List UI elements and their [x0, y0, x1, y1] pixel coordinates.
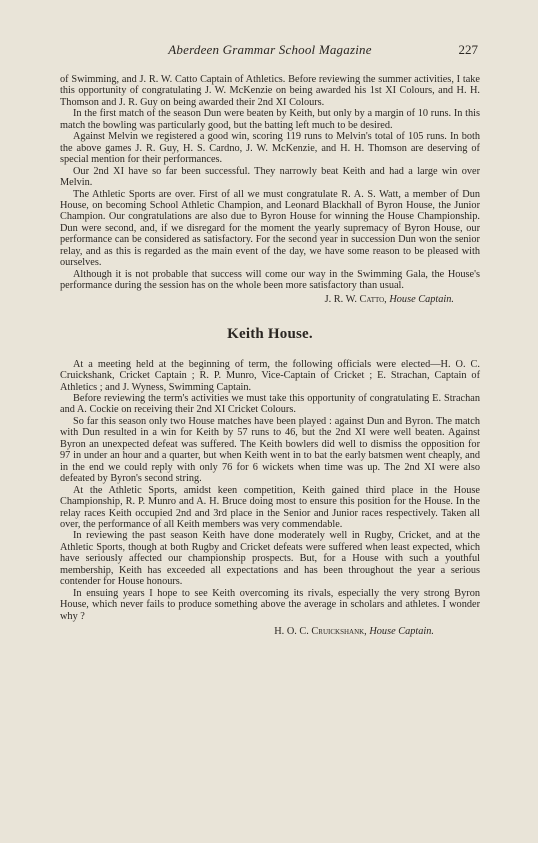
paragraph: At the Athletic Sports, amidst keen competition, Keith gained third place in the House Championship, R. P. Munro and A. H. Bruce doing most to ensure this position for the House. In the relay races Keith occupied 2nd and 3rd place in the Senior and Junior races respectively. Taken all over, the performance of all Keith members was very commendable. — [60, 484, 480, 530]
paragraph: Against Melvin we registered a good win, scoring 119 runs to Melvin's total of 105 runs. In both the above games J. R. Guy, H. S. Cardno, J. W. McKenzie, and H. H. Thomson are deserving of special mention for their performances. — [60, 131, 480, 166]
keith-signature — [60, 626, 480, 638]
signature-role: House Captain. — [389, 293, 454, 305]
paragraph: In the first match of the season Dun were beaten by Keith, but only by a margin of 10 runs. In this match the bowling was particularly good, but the batting left much to be desired. — [60, 108, 480, 131]
paragraph: So far this season only two House matches have been played : against Dun and Byron. The match with Dun resulted in a win for Keith by 57 runs to 46, but the 2nd XI were well beaten. Against Byron an unexpected defeat was suffered. The Keith bowlers did well to dismiss the opposition for 97 in under an hour and a quarter, but when Keith went in to bat the early batsmen went cheaply, and in the end we could reply with only 76 for 6 wickets when time was up. The 2nd XI were also defeated by Byron's second string. — [60, 415, 480, 485]
signature-name: H. O. C. Cruickshank, — [274, 626, 367, 638]
dun-signature — [60, 294, 480, 306]
signature-name: J. R. W. Catto, — [324, 293, 387, 305]
paragraph: Our 2nd XI have so far been successful. They narrowly beat Keith and had a large win over Melvin. — [60, 165, 480, 189]
paragraph: At a meeting held at the beginning of term, the following officials were elected—H. O. C. Cruickshank, Cricket Captain ; R. P. Munro, Vice-Captain of Cricket ; E. Strachan, Captain of Athletics ; and J. Wyness, Swimming Captain. — [60, 358, 480, 393]
paragraph: Although it is not probable that success will come our way in the Swimming Gala, the House's performance during the session has on the whole been more satisfactory than usual. — [60, 268, 480, 292]
dun-house-report — [60, 74, 480, 292]
section-heading-keith-house: Keith House. — [227, 325, 313, 342]
paragraph: The Athletic Sports are over. First of all we must congratulate R. A. S. Watt, a member of Dun House, on becoming School Athletic Champion, and Leonard Blackhall of Byron House, the Junior Champion. Our congratulations are also due to Byron House for winning the House Championship. Dun were second, and, if we disregard for the moment the yearly supremacy of Byron House, our performance can be considered as satisfactory. For the second year in succession Dun won the senior relay, and as this is regarded as the main event of the day, we have some reason to be pleased with ourselves. — [60, 188, 480, 269]
signature-role: House Captain. — [369, 626, 434, 638]
paragraph: In ensuing years I hope to see Keith overcoming its rivals, especially the very strong Byron House, which never fails to produce something above the average in scholars and athletes. I wonder why ? — [60, 587, 480, 622]
magazine-title: Aberdeen Grammar School Magazine — [168, 42, 372, 57]
paragraph: In reviewing the past season Keith have done moderately well in Rugby, Cricket, and at the Athletic Sports, though at both Rugby and Cricket defeats were suffered when least expected, which have seriously affected our championship prospects. But, for a House with such a youthful membership, Keith has exceeded all expectations and has been throughout the year a serious contender for House honours. — [60, 530, 480, 588]
running-head — [60, 42, 480, 64]
paragraph: of Swimming, and J. R. W. Catto Captain of Athletics. Before reviewing the summer activities, I take this opportunity of congratulating J. W. McKenzie on being awarded his 1st XI Colours, and H. H. Thomson and J. R. Guy on being awarded their 2nd XI Colours. — [60, 74, 480, 108]
page-number: 227 — [458, 42, 478, 57]
keith-house-report — [60, 359, 480, 622]
paragraph: Before reviewing the term's activities we must take this opportunity of congratulating E. Strachan and A. Cockie on receiving their 2nd XI Cricket Colours. — [60, 392, 480, 416]
